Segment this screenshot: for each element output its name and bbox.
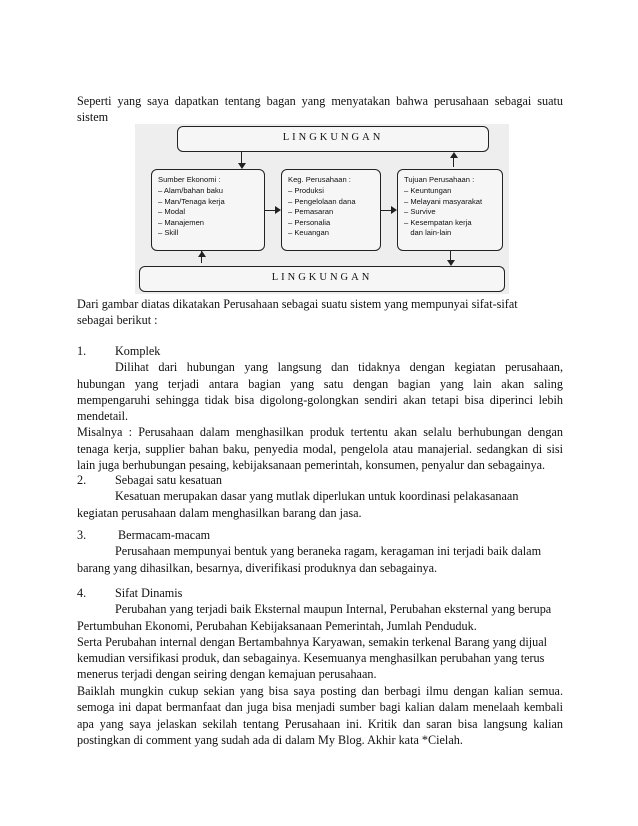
text-line: Kesatuan merupakan dasar yang mutlak diperlukan untuk koordinasi pelakasanaan bbox=[115, 489, 519, 504]
text-line: Perusahaan mempunyai bentuk yang beraneka ragam, keragaman ini terjadi baik dalam bbox=[115, 544, 542, 559]
text-line: semoga ini dapat bermanfaat dan juga bisa menjadi sumber bagi kalian dalam menelaah kembali bbox=[77, 700, 563, 715]
section-komplek bbox=[77, 343, 563, 473]
text-line: mendetail. bbox=[77, 409, 129, 424]
section-heading bbox=[77, 527, 563, 543]
box-item: – Alam/bahan baku bbox=[158, 186, 224, 196]
section-heading bbox=[77, 585, 563, 601]
text-line: Perubahan yang terjadi baik Eksternal maupun Internal, Perubahan eksternal yang berupa bbox=[115, 602, 552, 617]
environment-top-label: LINGKUNGAN bbox=[282, 132, 384, 143]
economic-resources-box bbox=[151, 169, 265, 251]
box-item: – Kesempatan kerja bbox=[404, 217, 472, 227]
text-line: lain juga berhubungan pesaing, kebijaksanaan pemerintah, konsumen, penyalur dan sebagainya. bbox=[77, 458, 546, 473]
arrow-head bbox=[450, 152, 458, 158]
text-line: apa yang saya jelaskan sekilah tentang Perusahaan ini. Kritik dan saran bisa langsung kalian bbox=[77, 716, 563, 731]
company-goals-box bbox=[397, 169, 503, 251]
text-line: Dilihat dari hubungan yang langsung dan tidaknya dengan kegiatan perusahaan, bbox=[115, 360, 563, 375]
box-item: – Pemasaran bbox=[288, 207, 334, 217]
box-item: – Pengelolaan dana bbox=[288, 196, 356, 206]
description-paragraph bbox=[77, 296, 563, 329]
company-system-diagram bbox=[135, 124, 509, 294]
box-title: Keg. Perusahaan : bbox=[288, 175, 351, 184]
box-item: – Modal bbox=[158, 207, 186, 217]
text-line: menerus terjadi dengan seiring dengan kemajuan perusahaan. bbox=[77, 667, 377, 682]
section-title: Bermacam-macam bbox=[115, 528, 211, 542]
text-line: kegiatan perusahaan dalam menghasilkan barang dan jasa. bbox=[77, 505, 362, 520]
environment-bottom-label: LINGKUNGAN bbox=[271, 272, 373, 283]
intro-paragraph bbox=[77, 93, 563, 126]
box-item: dan lain-lain bbox=[404, 228, 452, 238]
section-heading bbox=[77, 343, 563, 359]
box-item: – Keuangan bbox=[288, 228, 329, 238]
section-number: 3. bbox=[77, 528, 87, 542]
box-item: – Manajemen bbox=[158, 217, 205, 227]
intro-line: sistem bbox=[77, 110, 109, 125]
text-line: Pertumbuhan Ekonomi, Perubahan Kebijaksanaan Pemerintah, Jumlah Penduduk. bbox=[77, 618, 477, 633]
box-item: – Produksi bbox=[288, 186, 324, 196]
closing-paragraph bbox=[77, 683, 563, 748]
box-item: – Survive bbox=[404, 207, 436, 217]
box-title: Tujuan Perusahaan : bbox=[404, 175, 475, 184]
section-title: Sifat Dinamis bbox=[115, 586, 183, 600]
text-line: hubungan yang terjadi antara bagian yang satu dengan bagian yang lain akan saling bbox=[77, 376, 563, 391]
box-item: – Keuntungan bbox=[404, 186, 452, 196]
text-line: Dari gambar diatas dikatakan Perusahaan sebagai suatu sistem yang mempunyai sifat-sifat bbox=[77, 297, 518, 311]
text-line: kemudian versifikasi produk, dan sebagainya. Kesemuanya menghasilkan perubahan yang terus bbox=[77, 651, 545, 666]
text-line: Misalnya : Perusahaan dalam menghasilkan produk tertentu akan selalu berhubungan dengan bbox=[77, 425, 563, 440]
section-title: Komplek bbox=[115, 344, 161, 358]
box-item: – Skill bbox=[158, 228, 179, 238]
box-item: – Melayani masyarakat bbox=[404, 196, 483, 206]
box-item: – Personalia bbox=[288, 217, 331, 227]
section-heading bbox=[77, 472, 563, 488]
text-line: mempengaruhi sehingga tidak bisa digolong-golongkan sendiri akan tetapi bisa diperinci lebih bbox=[77, 392, 563, 407]
text-line: Serta Perubahan internal dengan Bertambahnya Karyawan, semakin terkenal Barang yang dijual bbox=[77, 634, 548, 649]
text-line: barang yang dihasilkan, besarnya, diverifikasi produknya dan sebagainya. bbox=[77, 560, 438, 575]
text-line: postingkan di comment yang sudah ada di dalam My Blog. Akhir kata *Cielah. bbox=[77, 732, 463, 747]
section-number: 1. bbox=[77, 344, 87, 358]
section-number: 2. bbox=[77, 473, 87, 487]
company-activities-box bbox=[281, 169, 381, 251]
section-title: Sebagai satu kesatuan bbox=[115, 473, 222, 487]
intro-line: Seperti yang saya dapatkan tentang bagan yang menyatakan bahwa perusahaan sebagai suatu bbox=[77, 94, 563, 108]
section-number: 4. bbox=[77, 586, 87, 600]
text-line: sebagai berikut : bbox=[77, 313, 158, 328]
box-title: Sumber Ekonomi : bbox=[158, 175, 221, 184]
box-item: – Man/Tenaga kerja bbox=[158, 196, 225, 206]
arrow-head bbox=[198, 251, 206, 257]
text-line: Baiklah mungkin cukup sekian yang bisa saya posting dan berbagi ilmu dengan kalian semua. bbox=[77, 684, 563, 698]
environment-bottom-box bbox=[139, 266, 505, 292]
environment-top-box bbox=[177, 126, 489, 152]
section-kesatuan bbox=[77, 472, 563, 521]
text-line: tenaga kerja, supplier bahan baku, penyedia modal, pengelola atau manajerial. sedangkan di sisi bbox=[77, 441, 563, 456]
section-dinamis bbox=[77, 585, 563, 683]
section-bermacam bbox=[77, 527, 563, 576]
